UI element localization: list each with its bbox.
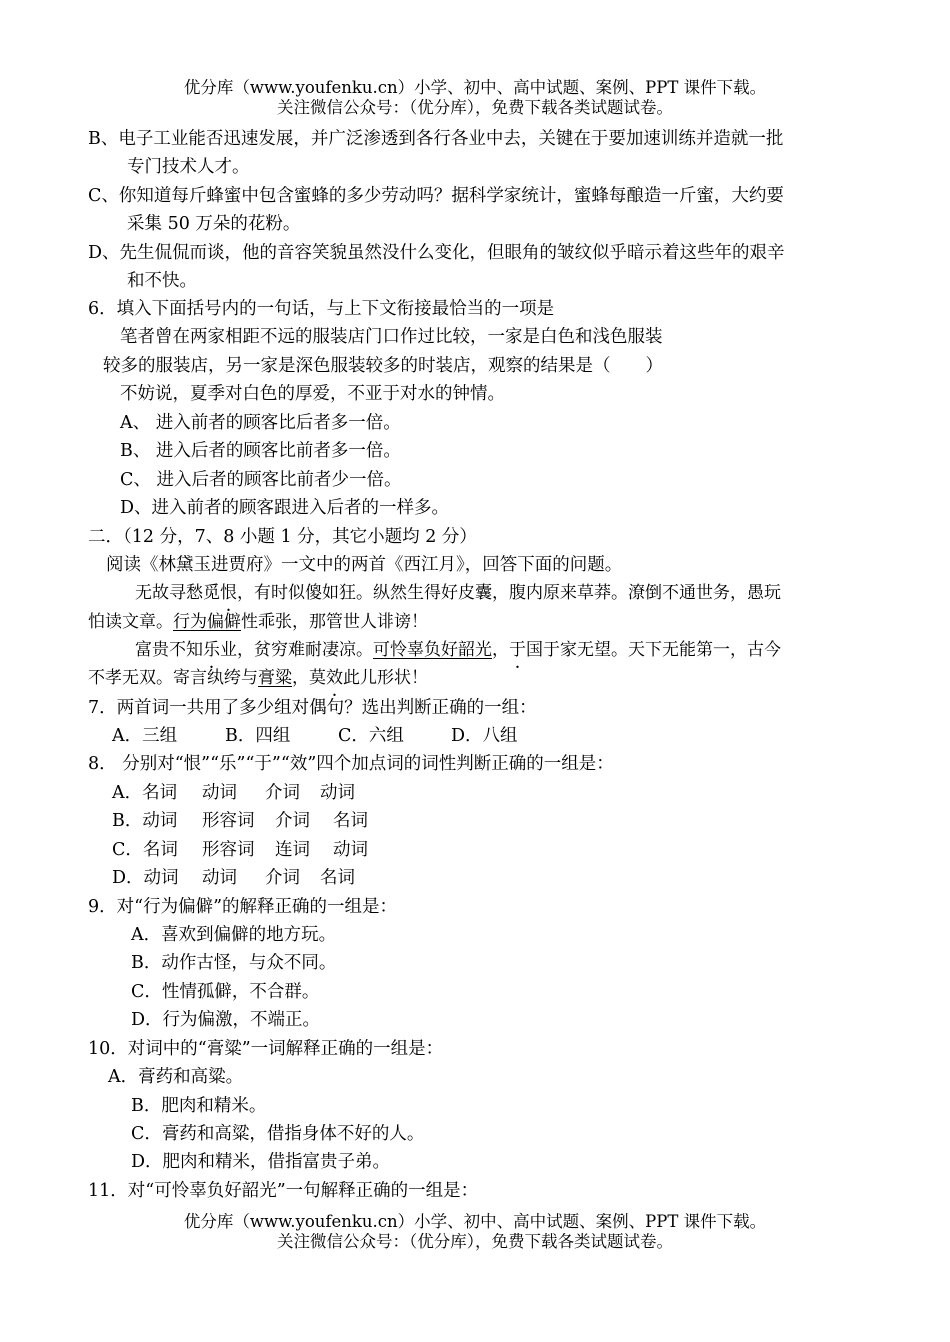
option-cell: 形容词	[202, 811, 255, 831]
q11-stem: 11．对“可怜辜负好韶光”一句解释正确的一组是：	[88, 1181, 479, 1201]
option-cell: 连词	[275, 840, 310, 860]
footer-line-1: 优分库（www.youfenku.cn）小学、初中、高中试题、案例、PPT 课件下载。	[183, 1212, 767, 1231]
q7-option-a: A．三组	[112, 726, 178, 746]
option-cell: C．名词	[112, 840, 178, 860]
q9-option-d: D．行为偏激，不端正。	[131, 1010, 321, 1030]
q6-passage-3: 不妨说，夏季对白色的厚爱，不亚于对水的钟情。	[120, 384, 505, 404]
option-cell: 名词	[333, 811, 368, 831]
poem-line-4	[88, 667, 428, 689]
header-line-2: 关注微信公众号：（优分库），免费下载各类试题试卷。	[277, 98, 673, 117]
q9-option-c: C．性情孤僻，不合群。	[131, 982, 320, 1002]
q5-option-d-cont: 和不快。	[127, 271, 197, 291]
q8-option-c	[112, 839, 368, 861]
q8-stem: 8． 分别对“恨”“乐”“于”“效”四个加点词的词性判断正确的一组是：	[88, 754, 614, 774]
q6-option-c: C、 进入后者的顾客比前者少一倍。	[120, 470, 402, 490]
option-cell: D．动词	[112, 868, 179, 888]
q10-option-d: D．肥肉和精米，借指富贵子弟。	[131, 1152, 391, 1172]
poem-text: 性乖张，那管世人诽谤！	[241, 612, 428, 632]
option-cell: 介词	[265, 868, 300, 888]
option-cell: 动词	[202, 783, 237, 803]
option-cell: 动词	[333, 840, 368, 860]
page-header	[0, 78, 950, 118]
q6-option-b: B、 进入后者的顾客比前者多一倍。	[120, 441, 401, 461]
poem-text: ，莫	[292, 668, 326, 688]
option-cell: 动词	[320, 783, 355, 803]
poem-text: 富贵不知	[135, 640, 203, 660]
option-cell: B．动词	[112, 811, 178, 831]
poem-text: 国于家无望。天下无能第一，古今	[526, 640, 781, 660]
q8-option-a	[112, 782, 355, 804]
q9-option-a: A．喜欢到偏僻的地方玩。	[131, 925, 337, 945]
dotted-word-le: 乐	[203, 640, 220, 660]
q7-option-c: C．六组	[338, 726, 404, 746]
option-cell: A．名词	[112, 783, 178, 803]
poem-text: 业，贫穷难耐凄凉。	[220, 640, 373, 660]
q6-stem: 6．填入下面括号内的一句话，与上下文衔接最恰当的一项是	[88, 299, 555, 319]
q6-passage-2: 较多的服装店，另一家是深色服装较多的时装店，观察的结果是（ ）	[103, 356, 663, 376]
q6-option-a: A、 进入前者的顾客比后者多一倍。	[120, 413, 401, 433]
q10-stem: 10．对词中的“膏粱”一词解释正确的一组是：	[88, 1039, 444, 1059]
dotted-word-hen: 恨	[220, 583, 237, 603]
poem-text: 此儿形状！	[343, 668, 428, 688]
poem-text: ，有时似傻如狂。纵然生得好皮囊，腹内原来草莽。潦倒不通世务，愚玩	[237, 583, 781, 603]
underlined-phrase-kelian: 可怜辜负好韶光	[373, 640, 492, 660]
footer-line-2: 关注微信公众号：（优分库），免费下载各类试题试卷。	[277, 1232, 673, 1251]
q7-options	[112, 725, 518, 747]
page-footer	[0, 1212, 950, 1252]
poem-text: ，	[492, 640, 509, 660]
q6-option-d: D、进入前者的顾客跟进入后者的一样多。	[120, 498, 450, 518]
q9-stem: 9．对“行为偏僻”的解释正确的一组是：	[88, 897, 398, 917]
poem-line-3	[135, 639, 781, 661]
poem-line-1	[135, 582, 781, 604]
q8-option-d	[112, 867, 355, 889]
q10-option-c: C．膏药和高粱，借指身体不好的人。	[131, 1124, 425, 1144]
q5-option-c: C、你知道每斤蜂蜜中包含蜜蜂的多少劳动吗？据科学家统计，蜜蜂每酿造一斤蜜，大约要	[88, 186, 784, 206]
poem-text: 怕读文章。	[88, 612, 173, 632]
q5-option-b: B、电子工业能否迅速发展，并广泛渗透到各行各业中去，关键在于要加速训练并造就一批	[88, 129, 784, 149]
q10-option-a: A．膏药和高粱。	[108, 1067, 244, 1087]
option-cell: 介词	[275, 811, 310, 831]
q8-option-b	[112, 810, 368, 832]
q7-option-b: B．四组	[225, 726, 291, 746]
option-cell: 介词	[265, 783, 300, 803]
q5-option-d: D、先生侃侃而谈，他的音容笑貌虽然没什么变化，但眼角的皱纹似乎暗示着这些年的艰辛	[88, 243, 785, 263]
q9-option-b: B．动作古怪，与众不同。	[131, 953, 337, 973]
q6-passage-1: 笔者曾在两家相距不远的服装店门口作过比较，一家是白色和浅色服装	[120, 327, 663, 347]
underlined-word-gaoliang: 膏粱	[258, 668, 292, 688]
header-line-1: 优分库（www.youfenku.cn）小学、初中、高中试题、案例、PPT 课件下载。	[183, 78, 767, 97]
option-cell: 形容词	[202, 840, 255, 860]
dotted-word-yu: 于	[509, 640, 526, 660]
q10-option-b: B．肥肉和精米。	[131, 1096, 267, 1116]
q5-option-c-cont: 采集 50 万朵的花粉。	[127, 214, 301, 234]
q7-option-d: D．八组	[451, 726, 518, 746]
poem-text: 无故寻愁觅	[135, 583, 220, 603]
q5-option-b-cont: 专门技术人才。	[127, 157, 250, 177]
section-2-intro: 阅读《林黛玉进贾府》一文中的两首《西江月》，回答下面的问题。	[106, 555, 623, 575]
q7-stem: 7．两首词一共用了多少组对偶句？选出判断正确的一组：	[88, 698, 537, 718]
poem-text: 不孝无双。寄言纨绔与	[88, 668, 258, 688]
section-2-title: 二．（12 分，7、8 小题 1 分，其它小题均 2 分）	[88, 527, 477, 547]
dotted-word-xiao: 效	[326, 668, 343, 688]
poem-line-2	[88, 611, 428, 633]
underlined-phrase-xingwei: 行为偏僻	[173, 612, 241, 632]
option-cell: 名词	[320, 868, 355, 888]
option-cell: 动词	[202, 868, 237, 888]
